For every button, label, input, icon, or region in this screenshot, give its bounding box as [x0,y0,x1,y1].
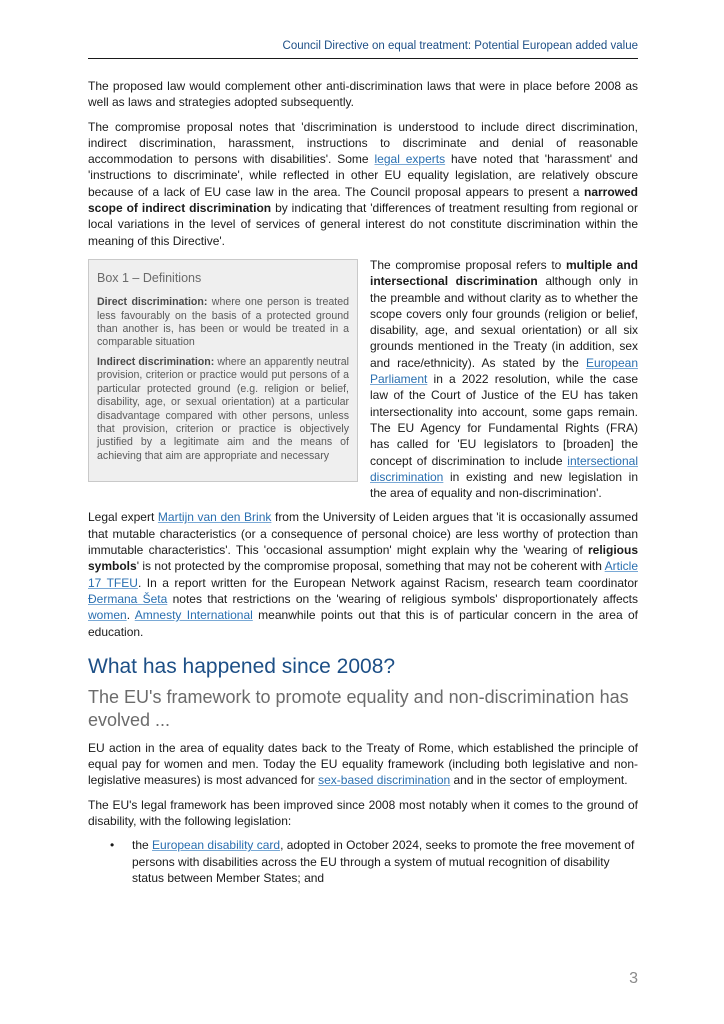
paragraph-disability-framework: The EU's legal framework has been improved since 2008 most notably when it comes to the ground of disability, with the following legislation: [88,797,638,828]
legal-experts-link[interactable]: legal experts [374,152,446,167]
main-content [88,78,638,886]
narrowed-scope-bold: narrowed scope of indirect discrimination [88,184,638,216]
definitions-box [88,259,358,482]
legislation-list [88,837,638,886]
article-17-tfeu-link[interactable]: Article 17 TFEU [88,559,638,590]
definition-direct: Direct discrimination: where one person is treated less favourably on the basis of a protected ground than another is, has been or would be treated in a comparable situation [97,296,349,349]
paragraph-religious-symbols: Legal expert Martijn van den Brink from the University of Leiden argues that 'it is occasionally assumed that mutable characteristics (or a consequence of personal choice) are less worthy of protection than immutable characteristics'. This 'occasional assumption' might explain why the 'wearing of religious symbols' is not protected by the compromise proposal, something that may not be coherent with Article 17 TFEU. In a report written for the European Network against Racism, research team coordinator Đermana Šeta notes that restrictions on the 'wearing of religious symbols' disproportionately affects women. Amnesty International meanwhile points out that this is of particular concern in the area of education. [88,510,639,639]
paragraph-compromise-definitions: The compromise proposal notes that 'discrimination is understood to include direct discrimination, indirect discrimination, harassment, instructions to discriminate and denial of reasonable accommodation to persons with disabilities'. Some legal experts have noted that 'harassment' and 'instructions to discriminate', while reflected in other EU equality legislation, are relatively obscure because of a lack of EU case law in the area. The Council proposal appears to present a narrowed scope of indirect discrimination by indicating that 'differences of treatment resulting from regional or local variations in the level of services of general interest do not constitute discrimination within the meaning of this Directive'. [88,119,638,248]
religious-symbols-bold: religious symbols [88,543,638,574]
dermana-seta-link[interactable]: Đermana Šeta [88,591,168,606]
intersectional-discrimination-link[interactable]: intersectional discrimination [370,453,638,484]
paragraph-intro: The proposed law would complement other anti-discrimination laws that were in place before 2008 as well as laws and strategies adopted subsequently. [88,79,638,110]
paragraph-intersectional: The compromise proposal refers to multiple and intersectional discrimination although only in the preamble and without clarity as to whether the scope covers only four grounds (religion or belief, disability, age, and sexual orientation) or all six grounds mentioned in the Treaty (in addition, sex and race/ethnicity). As stated by the European Parliament in a 2022 resolution, while the case law of the Court of Justice of the EU has taken intersectionality into account, some gaps remain. The EU Agency for Fundamental Rights (FRA) has called for 'EU legislators to [broaden] the concept of discrimination to include intersectional discrimination in existing and new legislation in the area of equality and non-discrimination'. [370,257,638,501]
section-subheading: The EU's framework to promote equality and non-discrimination has evolved ... [88,686,629,730]
european-disability-card-link[interactable]: European disability card [152,838,281,853]
paragraph-treaty-of-rome: EU action in the area of equality dates back to the Treaty of Rome, which established the principle of equal pay for women and men. Today the EU equality framework (including both legislative and non-legislative measures) is most advanced for sex-based discrimination and in the sector of employment. [88,740,638,788]
page-number: 3 [629,970,638,987]
box-title: Box 1 – Definitions [97,270,202,285]
running-header: Council Directive on equal treatment: Potential European added value [88,40,638,59]
european-parliament-link[interactable]: European Parliament [370,355,638,387]
list-item: • the European disability card, adopted in October 2024, seeks to promote the free movement of persons with disabilities across the EU through a system of mutual recognition of disability status between Member States; and [110,838,635,885]
definition-indirect: Indirect discrimination: where an apparently neutral provision, criterion or practice would put persons of a particular protected ground (e.g. religion or belief, disability, age, or sexual orientation) at a particular disadvantage compared with other persons, unless that provision, criterion or practice is objectively justified by a legitimate aim and the means of achieving that aim are appropriate and necessary [97,355,350,462]
women-link[interactable]: women [88,608,127,623]
section-heading: What has happened since 2008? [88,654,396,678]
martijn-van-den-brink-link[interactable]: Martijn van den Brink [157,510,272,525]
sex-based-discrimination-link[interactable]: sex-based discrimination [318,773,451,788]
intersectional-bold: multiple and intersectional discrimination [370,257,638,289]
bullet-icon: • [110,838,115,853]
amnesty-international-link[interactable]: Amnesty International [134,608,253,623]
